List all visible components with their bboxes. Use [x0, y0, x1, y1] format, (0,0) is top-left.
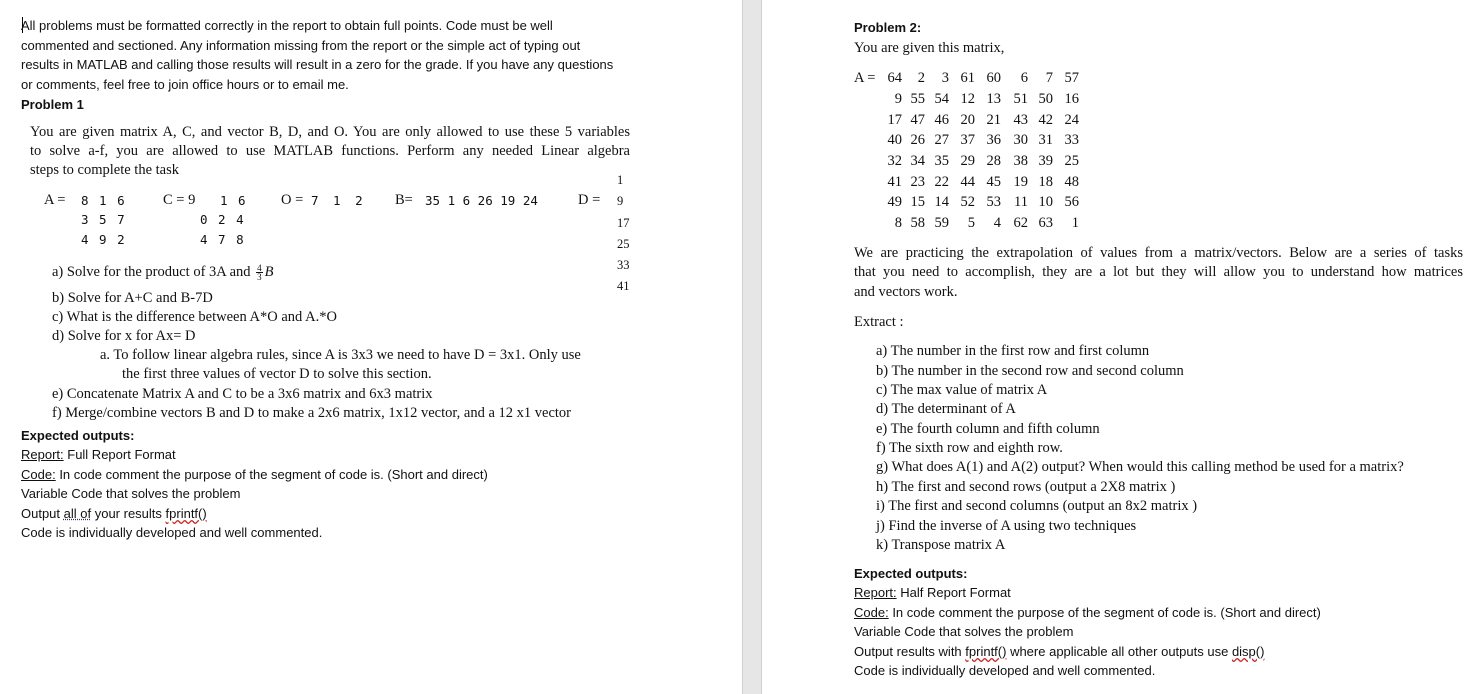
matrix-cell: 39: [1038, 153, 1053, 169]
matrix-cell: 52: [960, 194, 975, 210]
matrix-cell: 25: [1064, 153, 1079, 169]
matrix-cell: 41: [887, 174, 902, 190]
matrix-cell: 48: [1064, 174, 1079, 190]
vector-b-label: B=: [395, 192, 413, 208]
matrix-c-row-1: 1 6: [220, 193, 246, 208]
extract-task: j) Find the inverse of A using two techniques: [876, 518, 1137, 534]
matrix-c-row-3: 4 7 8: [200, 232, 244, 247]
output-text: Output results with: [854, 644, 966, 659]
expected-individual: Code is individually developed and well commented.: [21, 525, 323, 540]
matrix-a-row-2: 3 5 7: [81, 212, 125, 227]
extract-task: c) The max value of matrix A: [876, 382, 1048, 398]
vector-d-value: 1: [617, 173, 624, 187]
matrix-cell: 15: [910, 194, 925, 210]
matrix-cell: 34: [910, 153, 925, 169]
output-all-of: all of: [63, 506, 92, 521]
given-line-1: You are given matrix A, C, and vector B, D, and O. You are only allowed to use these 5 variables: [30, 124, 630, 140]
intro-line-3: results in MATLAB and calling those results will result in a zero for the grade. If you have any questions: [21, 57, 614, 72]
extract-task: h) The first and second rows (output a 2X8 matrix ): [876, 479, 1176, 495]
matrix-cell: 40: [887, 132, 902, 148]
practice-line-3: and vectors work.: [854, 284, 958, 300]
matrix-cell: 59: [934, 215, 949, 231]
output-text: where applicable all other outputs use: [1006, 644, 1232, 659]
disp-function: disp(): [1231, 644, 1265, 659]
matrix-cell: 16: [1064, 91, 1079, 107]
expected-variable: Variable Code that solves the problem: [21, 486, 241, 501]
matrix-cell: 38: [1013, 153, 1028, 169]
matrix-cell: 13: [986, 91, 1001, 107]
code-label: Code:: [21, 467, 56, 482]
matrix-cell: 9: [894, 91, 902, 107]
practice-line-2: that you need to accomplish, they are a lot but they will allow you to understand how matrices: [854, 264, 1463, 280]
expected-heading: Expected outputs:: [854, 566, 968, 581]
extract-label: Extract :: [854, 314, 904, 330]
matrix-cell: 26: [910, 132, 925, 148]
matrix-a-row-1: 8 1 6: [81, 193, 125, 208]
task-a: [52, 264, 274, 281]
matrix-cell: 22: [934, 174, 949, 190]
expected-code: [854, 605, 1321, 620]
matrix-cell: 11: [1014, 194, 1028, 210]
given-line-2: to solve a-f, you are allowed to use MATLAB functions. Perform any needed Linear algebra: [30, 143, 630, 159]
expected-output: [854, 644, 1264, 659]
matrix-cell: 32: [887, 153, 902, 169]
matrix-cell: 20: [960, 112, 975, 128]
vector-d-value: 41: [617, 279, 630, 293]
extract-task: i) The first and second columns (output an 8x2 matrix ): [876, 498, 1198, 514]
matrix-cell: 47: [910, 112, 925, 128]
matrix-cell: 6: [1020, 70, 1028, 86]
matrix-cell: 35: [934, 153, 949, 169]
right-page: [762, 0, 1470, 694]
matrix-cell: 62: [1013, 215, 1028, 231]
task-a-text: a) Solve for the product of 3A and: [52, 264, 251, 280]
matrix-cell: 60: [986, 70, 1001, 86]
vector-b-values: 35 1 6 26 19 24: [425, 193, 538, 208]
matrix-cell: 28: [986, 153, 1001, 169]
task-b: b) Solve for A+C and B-7D: [52, 290, 213, 306]
matrix-c-label: C = 9: [163, 192, 196, 208]
vector-d-label: D =: [578, 192, 601, 208]
matrix-cell: 49: [887, 194, 902, 210]
matrix-cell: 43: [1013, 112, 1028, 128]
matrix-cell: 53: [986, 194, 1001, 210]
matrix-cell: 14: [934, 194, 949, 210]
intro-line-4: or comments, feel free to join office hours or to email me.: [21, 77, 349, 92]
task-e: e) Concatenate Matrix A and C to be a 3x6 matrix and 6x3 matrix: [52, 386, 433, 402]
extract-task: k) Transpose matrix A: [876, 537, 1006, 553]
task-a-variable: B: [264, 264, 274, 280]
task-d-sub-1: a. To follow linear algebra rules, since A is 3x3 we need to have D = 3x1. Only use: [100, 347, 581, 363]
matrix-cell: 45: [986, 174, 1001, 190]
extract-task: g) What does A(1) and A(2) output? When would this calling method be used for a matrix?: [876, 459, 1404, 475]
matrix-cell: 12: [960, 91, 975, 107]
problem1-heading: Problem 1: [21, 97, 84, 112]
matrix-cell: 36: [986, 132, 1001, 148]
matrix-cell: 51: [1013, 91, 1028, 107]
expected-individual: Code is individually developed and well commented.: [854, 663, 1156, 678]
expected-heading: Expected outputs:: [21, 428, 135, 443]
matrix-a-label: A =: [44, 192, 66, 208]
matrix-cell: 5: [967, 215, 975, 231]
intro-line-1: All problems must be formatted correctly in the report to obtain full points. Code must be well: [21, 18, 553, 33]
task-c: c) What is the difference between A*O and A.*O: [52, 309, 337, 325]
code-text: In code comment the purpose of the segment of code is. (Short and direct): [888, 605, 1321, 620]
matrix-cell: 3: [941, 70, 949, 86]
matrix-cell: 27: [934, 132, 949, 148]
matrix-cell: 10: [1038, 194, 1053, 210]
vector-o-values: 7 1 2: [311, 193, 363, 208]
extract-task: e) The fourth column and fifth column: [876, 421, 1100, 437]
intro-line-2: commented and sectioned. Any information missing from the report or the simple act of typing out: [21, 38, 581, 53]
report-label: Report:: [21, 447, 64, 462]
matrix-cell: 56: [1064, 194, 1079, 210]
vector-o-label: O =: [281, 192, 304, 208]
expected-code: [21, 467, 488, 482]
matrix-label: A =: [854, 70, 876, 86]
matrix-cell: 31: [1038, 132, 1053, 148]
expected-report: [21, 447, 176, 462]
matrix-cell: 37: [960, 132, 975, 148]
extract-task: f) The sixth row and eighth row.: [876, 440, 1063, 456]
matrix-cell: 55: [910, 91, 925, 107]
extract-task: a) The number in the first row and first column: [876, 343, 1150, 359]
extract-task: d) The determinant of A: [876, 401, 1016, 417]
report-label: Report:: [854, 585, 897, 600]
vector-d-value: 17: [617, 216, 630, 230]
given-line-3: steps to complete the task: [30, 162, 179, 178]
matrix-cell: 50: [1038, 91, 1053, 107]
matrix-cell: 54: [934, 91, 949, 107]
matrix-cell: 24: [1064, 112, 1079, 128]
output-text: Output: [21, 506, 64, 521]
task-d: d) Solve for x for Ax= D: [52, 328, 196, 344]
matrix-cell: 63: [1038, 215, 1053, 231]
vector-d-value: 9: [617, 194, 624, 208]
fraction-denominator: 3: [257, 272, 262, 283]
output-text: your results: [91, 506, 166, 521]
expected-variable: Variable Code that solves the problem: [854, 624, 1074, 639]
matrix-cell: 46: [934, 112, 949, 128]
report-text: Full Report Format: [63, 447, 176, 462]
expected-output: [21, 506, 207, 521]
vector-d-value: 25: [617, 237, 630, 251]
problem2-heading: Problem 2:: [854, 20, 922, 35]
code-text: In code comment the purpose of the segment of code is. (Short and direct): [55, 467, 488, 482]
fprintf-function: fprintf(): [965, 644, 1007, 659]
page-gap: [742, 0, 762, 694]
matrix-cell: 23: [910, 174, 925, 190]
matrix-cell: 64: [887, 70, 902, 86]
matrix-cell: 18: [1038, 174, 1053, 190]
code-label: Code:: [854, 605, 889, 620]
matrix-cell: 58: [910, 215, 925, 231]
fraction-numerator: 4: [257, 263, 262, 274]
practice-line-1: We are practicing the extrapolation of values from a matrix/vectors. Below are a series of tasks: [854, 245, 1463, 261]
task-f: f) Merge/combine vectors B and D to make a 2x6 matrix, 1x12 vector, and a 12 x1 vector: [52, 405, 571, 421]
matrix-cell: 61: [960, 70, 975, 86]
matrix-cell: 21: [986, 112, 1001, 128]
fprintf-function: fprintf(): [165, 506, 207, 521]
matrix-cell: 1: [1071, 215, 1079, 231]
matrix-cell: 4: [993, 215, 1001, 231]
matrix-cell: 8: [894, 215, 902, 231]
matrix-cell: 33: [1064, 132, 1079, 148]
problem2-given: You are given this matrix,: [854, 40, 1005, 56]
report-text: Half Report Format: [896, 585, 1011, 600]
matrix-cell: 7: [1045, 70, 1053, 86]
matrix-c-row-2: 0 2 4: [200, 212, 244, 227]
fraction: [256, 264, 263, 281]
vector-d-value: 33: [617, 258, 630, 272]
matrix-cell: 57: [1064, 70, 1079, 86]
matrix-cell: 30: [1013, 132, 1028, 148]
expected-report: [854, 585, 1011, 600]
matrix-cell: 2: [917, 70, 925, 86]
matrix-cell: 42: [1038, 112, 1053, 128]
matrix-cell: 29: [960, 153, 975, 169]
task-d-sub-2: the first three values of vector D to solve this section.: [122, 366, 432, 382]
matrix-a-row-3: 4 9 2: [81, 232, 125, 247]
extract-task: b) The number in the second row and second column: [876, 363, 1184, 379]
matrix-cell: 17: [887, 112, 902, 128]
matrix-cell: 44: [960, 174, 975, 190]
matrix-cell: 19: [1013, 174, 1028, 190]
